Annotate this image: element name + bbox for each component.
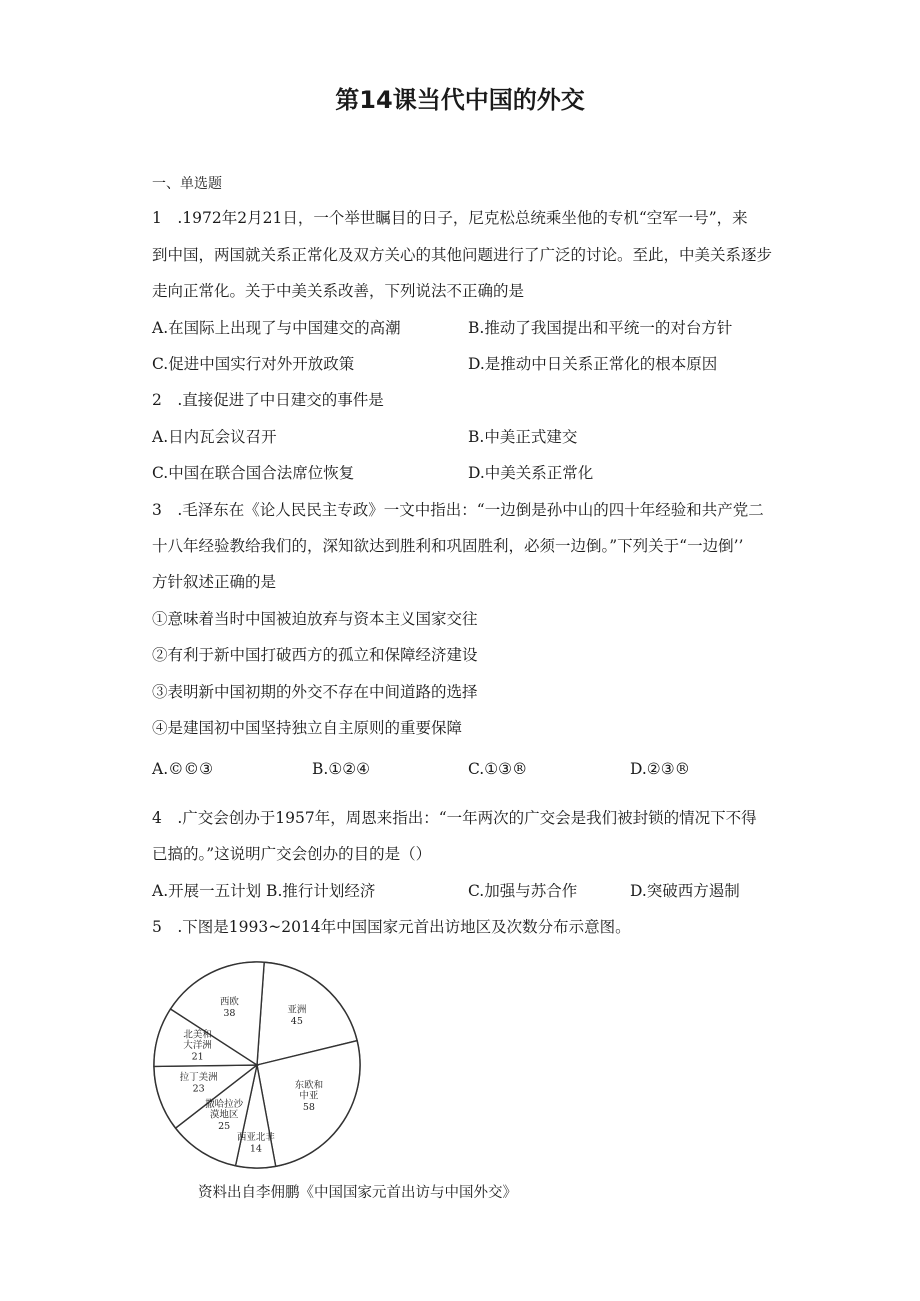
q3-line-2: 十八年经验教给我们的，深知欲达到胜利和巩固胜利，必须一边倒。”下列关于“一边倒’’ (152, 537, 744, 555)
pie-label-5-1: 大洋洲 (183, 1039, 212, 1051)
q2-option-d[interactable]: D.中美关系正常化 (468, 464, 594, 482)
q4-option-d[interactable]: D.突破西方遏制 (630, 882, 740, 900)
pie-label-3-1: 漠地区 (209, 1109, 239, 1121)
pie-label-6-0: 西欧 (219, 996, 239, 1008)
pie-value-2: 14 (249, 1143, 262, 1155)
q3-item-1: ①意味着当时中国被迫放弃与资本主义国家交往 (152, 610, 478, 628)
pie-value-1: 58 (302, 1102, 315, 1114)
pie-label-1-0: 东欧和 (294, 1080, 324, 1092)
pie-chart (150, 960, 365, 1170)
pie-label-4-0: 拉丁美洲 (179, 1072, 218, 1084)
q1-line-1: 1 .1972年2月21日，一个举世瞩目的日子，尼克松总统乘坐他的专机“空军一号”，来 (152, 209, 748, 227)
q2-line-1: 2 .直接促进了中日建交的事件是 (152, 391, 384, 409)
q3-item-2: ②有利于新中国打破西方的孤立和保障经济建设 (152, 646, 478, 664)
q3-option-a[interactable]: A.©©③ (152, 760, 214, 778)
q2-option-c[interactable]: C.中国在联合国合法席位恢复 (152, 464, 355, 482)
q1-line-2: 到中国，两国就关系正常化及双方关心的其他问题进行了广泛的讨论。至此，中美关系逐步 (152, 246, 773, 264)
q1-option-b[interactable]: B.推动了我国提出和平统一的对台方针 (468, 319, 733, 337)
pie-label-5-0: 北美和 (183, 1029, 212, 1041)
q3-item-4: ④是建国初中国坚持独立自主原则的重要保障 (152, 719, 463, 737)
q3-line-1: 3 .毛泽东在《论人民民主专政》一文中指出：“一边倒是孙中山的四十年经验和共产党二 (152, 501, 764, 519)
q4-line-2: 已搞的。”这说明广交会创办的目的是（） (152, 845, 432, 863)
pie-label-1-1: 中亚 (299, 1090, 319, 1102)
section-heading: 一、单选题 (152, 176, 222, 192)
q1-option-a[interactable]: A.在国际上出现了与中国建交的高潮 (152, 319, 401, 337)
pie-value-3: 25 (218, 1120, 231, 1132)
q3-option-d[interactable]: D.②③® (630, 760, 691, 778)
pie-label-0-0: 亚洲 (287, 1004, 307, 1016)
q4-option-c[interactable]: C.加强与苏合作 (468, 882, 578, 900)
q3-item-3: ③表明新中国初期的外交不存在中间道路的选择 (152, 683, 478, 701)
chart-source-caption: 资料出自李佣鹏《中国国家元首出访与中国外交》 (198, 1185, 517, 1201)
pie-label-2-0: 西亚北非 (236, 1132, 275, 1144)
q1-option-c[interactable]: C.促进中国实行对外开放政策 (152, 355, 355, 373)
q2-option-a[interactable]: A.日内瓦会议召开 (152, 428, 277, 446)
page-title: 第14课当代中国的外交 (335, 86, 585, 114)
q4-option-ab[interactable]: A.开展一五计划 B.推行计划经济 (152, 882, 376, 900)
q3-option-b[interactable]: B.①②④ (312, 760, 371, 778)
q1-option-d[interactable]: D.是推动中日关系正常化的根本原因 (468, 355, 718, 373)
q3-option-c[interactable]: C.①③® (468, 760, 528, 778)
q1-line-3: 走向正常化。关于中美关系改善，下列说法不正确的是 (152, 282, 525, 300)
pie-label-3-0: 撒哈拉沙 (205, 1098, 244, 1110)
pie-value-5: 21 (191, 1051, 204, 1063)
pie-value-6: 38 (223, 1007, 236, 1019)
pie-value-4: 23 (192, 1083, 205, 1095)
q4-line-1: 4 .广交会创办于1957年，周恩来指出：“一年两次的广交会是我们被封锁的情况下不得 (152, 809, 757, 827)
q5-line-1: 5 .下图是1993~2014年中国国家元首出访地区及次数分布示意图。 (152, 918, 631, 936)
q2-option-b[interactable]: B.中美正式建交 (468, 428, 578, 446)
q3-line-3: 方针叙述正确的是 (152, 573, 277, 591)
pie-value-0: 45 (290, 1016, 303, 1028)
